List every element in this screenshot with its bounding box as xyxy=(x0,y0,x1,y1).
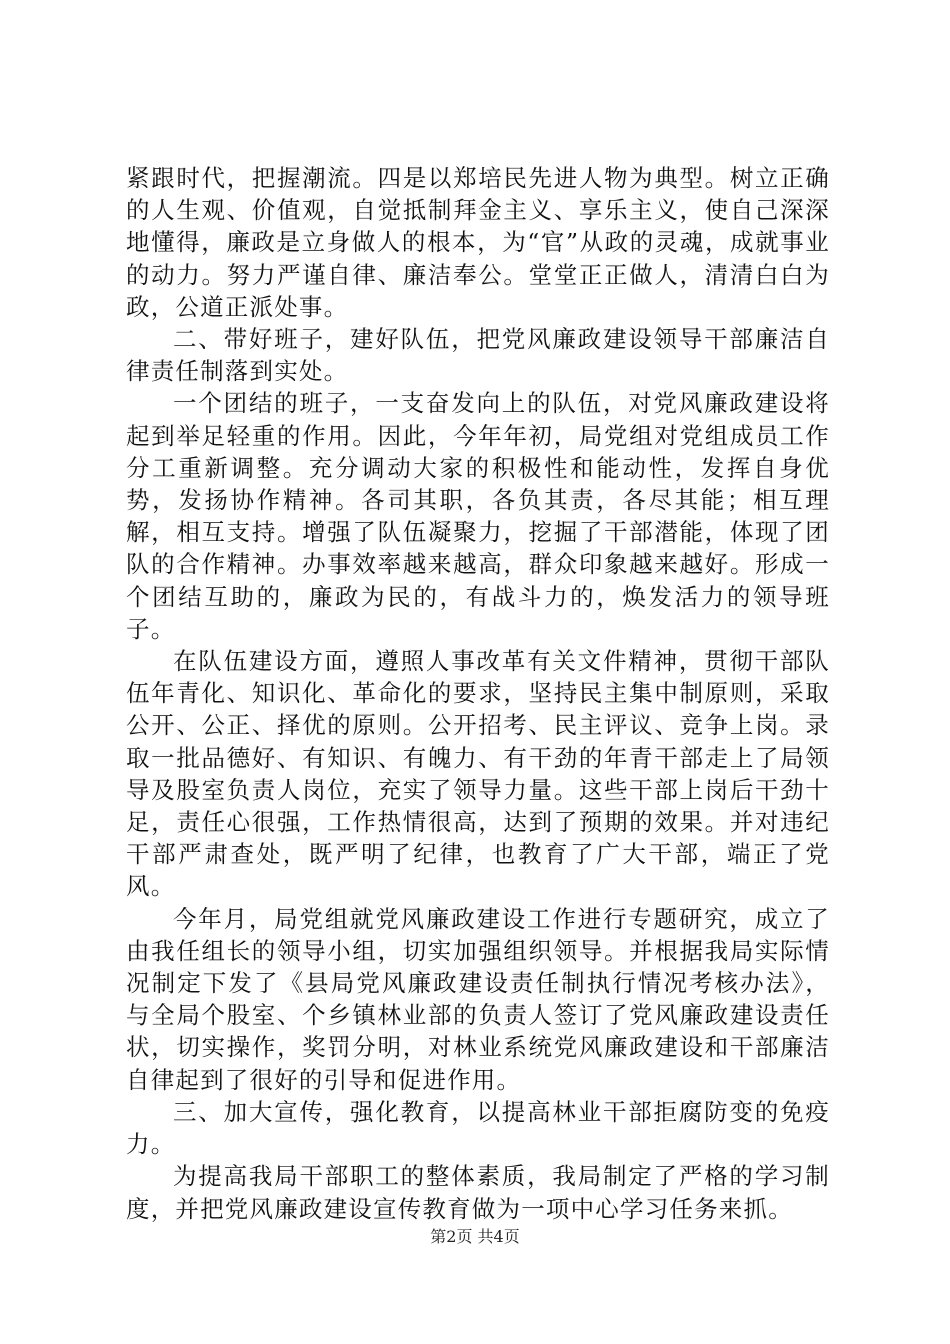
section-heading-two: 二、带好班子，建好队伍，把党风廉政建设领导干部廉洁自律责任制落到实处。 xyxy=(126,325,830,386)
paragraph-team-unity: 一个团结的班子，一支奋发向上的队伍，对党风廉政建设将起到举足轻重的作用。因此，今年年初，局党组对党组成员工作分工重新调整。充分调动大家的积极性和能动性，发挥自身优势，发扬协作精神。各司其职，各负其责，各尽其能；相互理解，相互支持。增强了队伍凝聚力，挖掘了干部潜能，体现了团队的合作精神。办事效率越来越高，群众印象越来越好。形成一个团结互助的，廉政为民的，有战斗力的，焕发活力的领导班子。 xyxy=(126,389,830,643)
paragraph-continuation: 紧跟时代，把握潮流。四是以郑培民先进人物为典型。树立正确的人生观、价值观，自觉抵制拜金主义、享乐主义，使自己深深地懂得，廉政是立身做人的根本，为“官”从政的灵魂，成就事业的动力。努力严谨自律、廉洁奉公。堂堂正正做人，清清白白为政，公道正派处事。 xyxy=(126,164,830,321)
page-number-footer: 第2页 共4页 xyxy=(430,1227,520,1246)
document-body xyxy=(126,162,830,1225)
paragraph-study-system: 为提高我局干部职工的整体素质，我局制定了严格的学习制度，并把党风廉政建设宣传教育做为一项中心学习任务来抓。 xyxy=(126,1162,830,1223)
paragraph-team-building: 在队伍建设方面，遵照人事改革有关文件精神，贯彻干部队伍年青化、知识化、革命化的要求，坚持民主集中制原则，采取公开、公正、择优的原则。公开招考、民主评议、竞争上岗。录取一批品德好、有知识、有魄力、有干劲的年青干部走上了局领导及股室负责人岗位，充实了领导力量。这些干部上岗后干劲十足，责任心很强，工作热情很高，达到了预期的效果。并对违纪干部严肃查处，既严明了纪律，也教育了广大干部，端正了党风。 xyxy=(126,647,830,901)
section-heading-three: 三、加大宣传，强化教育，以提高林业干部拒腐防变的免疫力。 xyxy=(126,1097,830,1159)
paragraph-leadership-group: 今年月，局党组就党风廉政建设工作进行专题研究，成立了由我任组长的领导小组，切实加强组织领导。并根据我局实际情况制定下发了《县局党风廉政建设责任制执行情况考核办法》，与全局个股室、个乡镇林业部的负责人签订了党风廉政建设责任状，切实操作，奖罚分明，对林业系统党风廉政建设和干部廉洁自律起到了很好的引导和促进作用。 xyxy=(126,904,830,1094)
